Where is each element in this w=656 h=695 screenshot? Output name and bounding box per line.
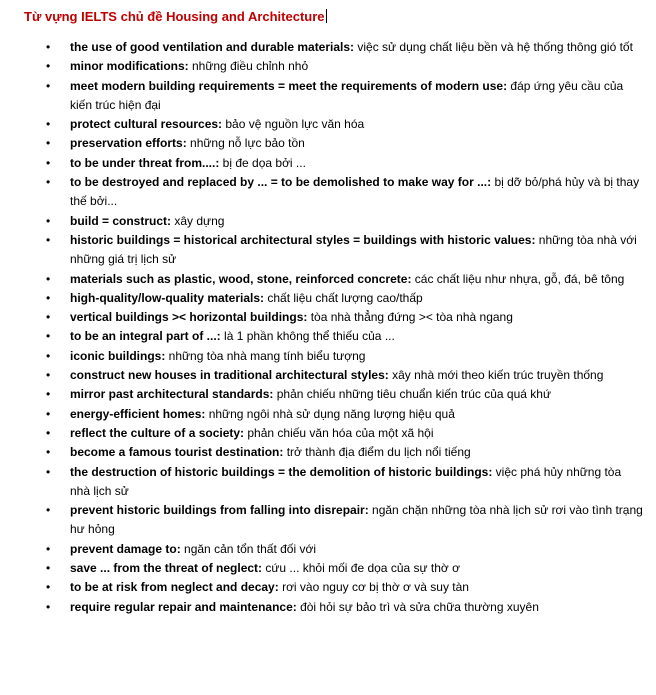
bullet-icon: • — [46, 78, 51, 93]
vocab-item — [24, 559, 644, 578]
bullet-icon: • — [46, 599, 51, 614]
vocab-item — [24, 578, 644, 597]
vocab-term: construct new houses in traditional architectural styles: — [70, 368, 389, 383]
vocab-meaning: bị đe dọa bởi ... — [219, 155, 306, 170]
vocab-meaning: trở thành địa điểm du lịch nổi tiếng — [283, 445, 471, 460]
vocab-term: high-quality/low-quality materials: — [70, 290, 265, 305]
vocab-term: to be destroyed and replaced by ... = to be demolished to make way for ...: — [70, 175, 492, 190]
vocab-term: energy-efficient homes: — [70, 406, 206, 421]
vocab-term: protect cultural resources: — [70, 117, 223, 132]
vocab-item — [24, 501, 644, 540]
bullet-icon: • — [46, 213, 51, 228]
vocab-item — [24, 347, 644, 366]
vocab-meaning: cứu ... khỏi mối đe dọa của sự thờ ơ — [262, 561, 460, 576]
vocab-item — [24, 443, 644, 462]
bullet-icon: • — [46, 40, 51, 54]
vocab-term: require regular repair and maintenance: — [70, 599, 297, 614]
vocab-meaning: việc phá hủy những tòa nhà lịch sử — [70, 464, 622, 498]
vocab-item — [24, 154, 644, 173]
vocab-meaning: những tòa nhà với những giá trị lịch sử — [70, 232, 637, 267]
vocab-item — [24, 385, 644, 404]
vocab-item — [24, 115, 644, 134]
vocab-item — [24, 366, 644, 385]
bullet-icon: • — [46, 580, 51, 595]
vocab-meaning: xây dựng — [171, 213, 225, 228]
vocab-term: preservation efforts: — [70, 136, 187, 151]
vocab-meaning: xây nhà mới theo kiến trúc truyền thống — [388, 368, 604, 383]
bullet-icon: • — [46, 59, 51, 74]
bullet-icon: • — [46, 136, 51, 151]
bullet-icon: • — [46, 155, 51, 170]
vocab-meaning: phản chiếu những tiêu chuẩn kiến trúc của quá khứ — [273, 387, 551, 402]
vocab-term: prevent damage to: — [70, 541, 181, 556]
vocab-term: build = construct: — [70, 213, 172, 228]
vocab-item — [24, 173, 644, 212]
vocab-meaning: những ngôi nhà sử dụng năng lượng hiệu quả — [205, 406, 455, 421]
bullet-icon: • — [46, 445, 51, 460]
document-title: Từ vựng IELTS chủ đề Housing and Architecture — [24, 9, 325, 24]
vocab-meaning: tòa nhà thẳng đứng >< tòa nhà ngang — [307, 310, 513, 325]
bullet-icon: • — [46, 175, 51, 190]
vocab-item — [24, 289, 644, 308]
vocab-term: save ... from the threat of neglect: — [70, 561, 263, 576]
vocab-meaning: bảo vệ nguồn lực văn hóa — [222, 117, 365, 132]
vocab-term: the use of good ventilation and durable materials: — [70, 40, 355, 54]
bullet-icon: • — [46, 541, 51, 556]
vocab-term: reflect the culture of a society: — [70, 425, 245, 440]
bullet-icon: • — [46, 290, 51, 305]
vocab-item — [24, 57, 644, 76]
vocab-meaning: ngăn chặn những tòa nhà lịch sử rơi vào tình trạng hư hỏng — [70, 503, 643, 537]
vocab-item — [24, 231, 644, 270]
vocab-item — [24, 270, 644, 289]
vocab-item — [24, 212, 644, 231]
vocab-term: mirror past architectural standards: — [70, 387, 274, 402]
vocabulary-list — [24, 38, 644, 617]
vocab-item — [24, 77, 644, 116]
bullet-icon: • — [46, 271, 51, 286]
vocab-meaning: ngăn cản tổn thất đối với — [180, 541, 316, 556]
vocab-term: become a famous tourist destination: — [70, 445, 284, 460]
vocab-meaning: là 1 phần không thể thiếu của ... — [220, 329, 395, 344]
vocab-item — [24, 424, 644, 443]
vocab-term: vertical buildings >< horizontal buildings: — [70, 310, 308, 325]
bullet-icon: • — [46, 406, 51, 421]
bullet-icon: • — [46, 387, 51, 402]
vocab-meaning: đáp ứng yêu cầu của kiến trúc hiện đại — [70, 78, 624, 112]
bullet-icon: • — [46, 232, 51, 247]
bullet-icon: • — [46, 561, 51, 576]
vocab-meaning: chất liệu chất lượng cao/thấp — [264, 290, 423, 305]
vocab-term: meet modern building requirements = meet the requirements of modern use: — [70, 78, 508, 93]
bullet-icon: • — [46, 464, 51, 479]
vocab-meaning: những nỗ lực bảo tồn — [186, 136, 305, 151]
vocab-term: to be an integral part of ...: — [70, 329, 221, 344]
vocab-term: prevent historic buildings from falling into disrepair: — [70, 503, 369, 518]
vocab-item — [24, 134, 644, 153]
vocab-term: historic buildings = historical architectural styles = buildings with historic values: — [70, 232, 536, 247]
vocab-item — [24, 463, 644, 502]
vocab-meaning: những điều chỉnh nhỏ — [188, 59, 309, 74]
bullet-icon: • — [46, 348, 51, 363]
document-title-line[interactable] — [24, 8, 644, 26]
vocab-term: the destruction of historic buildings = the demolition of historic buildings: — [70, 464, 493, 479]
vocab-item — [24, 405, 644, 424]
vocab-term: to be under threat from....: — [70, 155, 220, 170]
vocab-item — [24, 327, 644, 346]
text-cursor — [326, 9, 327, 23]
vocab-meaning: đòi hỏi sự bảo trì và sửa chữa thường xuyên — [296, 599, 539, 614]
vocab-item — [24, 540, 644, 559]
vocab-meaning: việc sử dụng chất liệu bền và hệ thống thông gió tốt — [354, 40, 633, 54]
vocab-item — [24, 598, 644, 617]
bullet-icon: • — [46, 117, 51, 132]
bullet-icon: • — [46, 368, 51, 383]
vocab-meaning: bị dỡ bỏ/phá hủy và bị thay thế bởi... — [70, 175, 640, 209]
bullet-icon: • — [46, 425, 51, 440]
vocab-term: to be at risk from neglect and decay: — [70, 580, 279, 595]
bullet-icon: • — [46, 310, 51, 325]
bullet-icon: • — [46, 503, 51, 518]
vocab-meaning: phản chiếu văn hóa của một xã hội — [244, 425, 434, 440]
vocab-item — [24, 38, 644, 57]
vocab-item — [24, 308, 644, 327]
bullet-icon: • — [46, 329, 51, 344]
vocab-meaning: các chất liệu như nhựa, gỗ, đá, bê tông — [411, 271, 625, 286]
vocab-meaning: rơi vào nguy cơ bị thờ ơ và suy tàn — [278, 580, 469, 595]
vocab-meaning: những tòa nhà mang tính biểu tượng — [165, 348, 366, 363]
vocab-term: minor modifications: — [70, 59, 189, 74]
vocab-term: iconic buildings: — [70, 348, 166, 363]
vocab-term: materials such as plastic, wood, stone, reinforced concrete: — [70, 271, 412, 286]
